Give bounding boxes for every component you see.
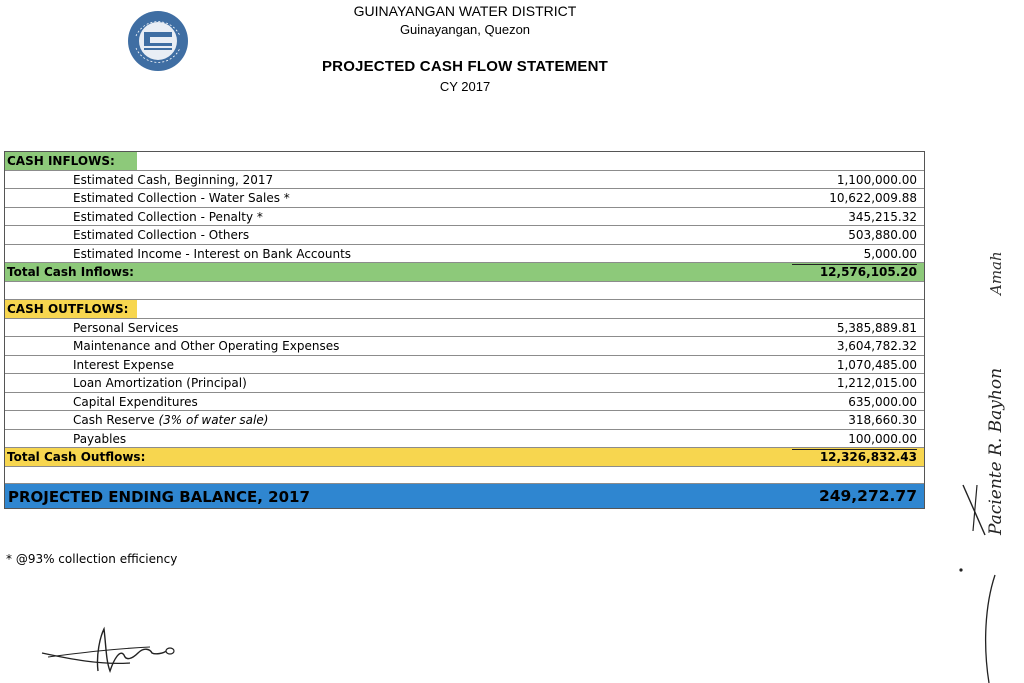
row-label: Maintenance and Other Operating Expenses xyxy=(73,339,340,353)
inflows-heading-row xyxy=(5,152,924,171)
row-value: 5,385,889.81 xyxy=(836,320,917,335)
spacer-row xyxy=(5,467,924,484)
row-label: Estimated Income - Interest on Bank Accounts xyxy=(73,246,352,261)
spacer-row xyxy=(5,282,924,301)
signature-right-name: Paciente R. Bayhon xyxy=(986,367,1006,535)
table-row xyxy=(5,411,924,430)
row-value: 1,212,015.00 xyxy=(836,376,917,390)
ending-balance-value: 249,272.77 xyxy=(818,486,917,505)
row-value: 10,622,009.88 xyxy=(829,191,917,205)
handwritten-signature-icon xyxy=(40,625,180,677)
row-label: Estimated Cash, Beginning, 2017 xyxy=(73,172,274,187)
table-row xyxy=(5,319,924,338)
row-value: 5,000.00 xyxy=(863,246,917,261)
table-row xyxy=(5,226,924,245)
total-inflows-label: Total Cash Inflows: xyxy=(7,265,134,279)
table-row xyxy=(5,171,924,190)
table-row xyxy=(5,430,924,449)
table-row xyxy=(5,374,924,393)
table-row xyxy=(5,189,924,208)
row-value: 1,100,000.00 xyxy=(836,172,917,187)
row-label: Estimated Collection - Others xyxy=(73,228,250,242)
statement-title: PROJECTED CASH FLOW STATEMENT xyxy=(321,58,609,75)
water-district-seal-icon xyxy=(118,10,198,72)
organization-name: GUINAYANGAN WATER DISTRICT xyxy=(353,3,577,19)
outflows-heading: CASH OUTFLOWS: xyxy=(5,300,137,318)
table-row xyxy=(5,337,924,356)
row-label: Loan Amortization (Principal) xyxy=(73,376,247,390)
ending-balance-label: PROJECTED ENDING BALANCE, 2017 xyxy=(8,487,310,506)
row-label xyxy=(73,413,268,427)
table-row xyxy=(5,245,924,264)
row-label: Interest Expense xyxy=(73,357,174,372)
total-inflows-value: 12,576,105.20 xyxy=(792,264,917,279)
row-label: Personal Services xyxy=(73,320,179,335)
row-value: 635,000.00 xyxy=(848,394,917,409)
footnote: * @93% collection efficiency xyxy=(6,552,178,566)
row-value: 3,604,782.32 xyxy=(836,339,917,353)
statement-period: CY 2017 xyxy=(439,79,491,94)
total-outflows-value: 12,326,832.43 xyxy=(792,449,917,464)
row-label: Payables xyxy=(73,431,127,446)
signature-right-extra: Amah xyxy=(987,251,1005,295)
total-outflows-row xyxy=(5,448,924,467)
row-value: 100,000.00 xyxy=(848,431,917,446)
row-label-text: Cash Reserve xyxy=(73,413,155,427)
cash-flow-table xyxy=(4,151,925,509)
row-label: Estimated Collection - Penalty * xyxy=(73,209,263,224)
table-row xyxy=(5,393,924,412)
table-row xyxy=(5,356,924,375)
row-value: 318,660.30 xyxy=(848,413,917,427)
signature-right-icon xyxy=(955,205,1023,683)
row-label-note: (3% of water sale) xyxy=(158,413,269,427)
row-label: Estimated Collection - Water Sales * xyxy=(73,191,290,205)
row-value: 503,880.00 xyxy=(848,228,917,242)
inflows-heading: CASH INFLOWS: xyxy=(5,152,137,170)
organization-location: Guinayangan, Quezon xyxy=(399,22,531,37)
total-inflows-row xyxy=(5,263,924,282)
row-label: Capital Expenditures xyxy=(73,394,198,409)
row-value: 345,215.32 xyxy=(848,209,917,224)
row-value: 1,070,485.00 xyxy=(836,357,917,372)
total-outflows-label: Total Cash Outflows: xyxy=(7,450,146,464)
table-row xyxy=(5,208,924,227)
ending-balance-row xyxy=(5,484,924,508)
outflows-heading-row xyxy=(5,300,924,319)
